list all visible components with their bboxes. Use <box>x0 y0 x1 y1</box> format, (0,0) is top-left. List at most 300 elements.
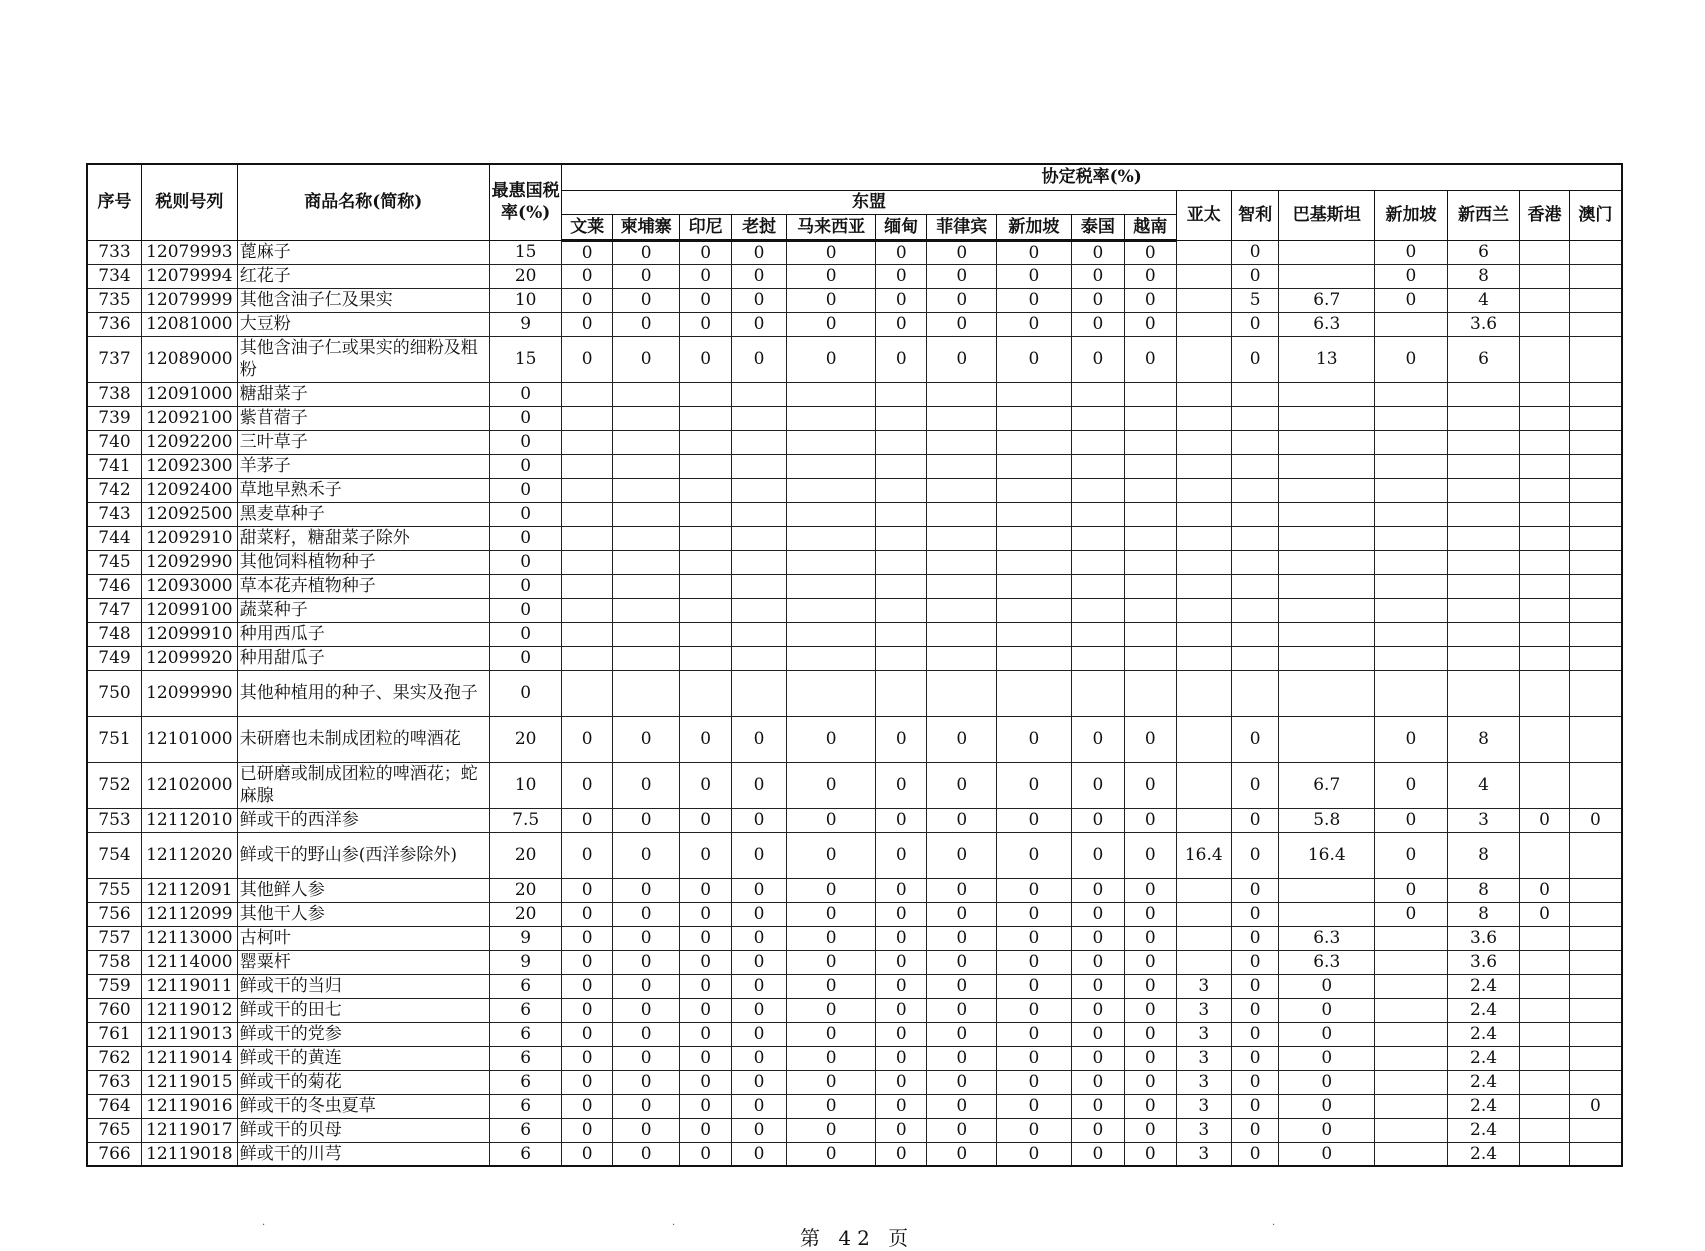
cell-asean-rate <box>927 382 997 406</box>
cell-agreement-rate <box>1375 622 1448 646</box>
header-other-6: 澳门 <box>1569 190 1622 240</box>
cell-agreement-rate <box>1447 574 1520 598</box>
cell-agreement-rate: 0 <box>1520 808 1569 832</box>
cell-asean-rate <box>612 598 680 622</box>
cell-asean-rate <box>612 526 680 550</box>
cell-agreement-rate: 0 <box>1231 1118 1278 1142</box>
cell-agreement-rate <box>1176 622 1231 646</box>
cell-agreement-rate: 6.3 <box>1279 312 1375 336</box>
cell-agreement-rate <box>1176 670 1231 716</box>
header-asean-9: 越南 <box>1125 214 1176 240</box>
cell-asean-rate <box>731 406 786 430</box>
cell-asean-rate: 0 <box>997 240 1072 264</box>
cell-asean-rate <box>562 622 612 646</box>
cell-agreement-rate <box>1231 526 1278 550</box>
cell-agreement-rate <box>1375 382 1448 406</box>
cell-agreement-rate <box>1569 646 1622 670</box>
cell-asean-rate: 0 <box>787 1046 876 1070</box>
cell-agreement-rate: 2.4 <box>1447 1070 1520 1094</box>
cell-asean-rate: 0 <box>612 950 680 974</box>
cell-agreement-rate <box>1447 622 1520 646</box>
header-other-0: 亚太 <box>1176 190 1231 240</box>
cell-agreement-rate <box>1520 1142 1569 1166</box>
cell-asean-rate: 0 <box>612 336 680 382</box>
cell-asean-rate: 0 <box>1071 1118 1124 1142</box>
cell-asean-rate <box>1071 502 1124 526</box>
cell-asean-rate <box>1071 646 1124 670</box>
cell-code: 12119017 <box>141 1118 237 1142</box>
cell-agreement-rate: 3 <box>1176 1070 1231 1094</box>
cell-mfn: 0 <box>489 574 562 598</box>
cell-asean-rate: 0 <box>680 902 731 926</box>
cell-asean-rate <box>787 550 876 574</box>
cell-mfn: 7.5 <box>489 808 562 832</box>
cell-agreement-rate: 2.4 <box>1447 974 1520 998</box>
cell-asean-rate: 0 <box>876 808 927 832</box>
cell-code: 12119015 <box>141 1070 237 1094</box>
cell-agreement-rate <box>1176 502 1231 526</box>
cell-asean-rate: 0 <box>876 716 927 762</box>
cell-asean-rate <box>997 574 1072 598</box>
cell-agreement-rate <box>1375 430 1448 454</box>
cell-asean-rate <box>612 574 680 598</box>
cell-mfn: 20 <box>489 832 562 878</box>
cell-agreement-rate: 0 <box>1375 762 1448 808</box>
cell-code: 12112099 <box>141 902 237 926</box>
cell-asean-rate: 0 <box>787 1142 876 1166</box>
table-row <box>87 526 1622 550</box>
cell-agreement-rate <box>1447 670 1520 716</box>
cell-asean-rate: 0 <box>1125 336 1176 382</box>
cell-mfn: 10 <box>489 762 562 808</box>
cell-agreement-rate <box>1447 526 1520 550</box>
cell-asean-rate: 0 <box>680 926 731 950</box>
cell-asean-rate: 0 <box>997 288 1072 312</box>
cell-asean-rate <box>787 382 876 406</box>
cell-asean-rate <box>680 598 731 622</box>
cell-asean-rate: 0 <box>731 1070 786 1094</box>
cell-asean-rate <box>612 646 680 670</box>
cell-asean-rate: 0 <box>562 902 612 926</box>
cell-agreement-rate <box>1279 670 1375 716</box>
cell-asean-rate: 0 <box>731 264 786 288</box>
cell-asean-rate: 0 <box>1125 264 1176 288</box>
cell-asean-rate <box>612 454 680 478</box>
cell-name: 鲜或干的西洋参 <box>237 808 489 832</box>
cell-agreement-rate <box>1176 526 1231 550</box>
cell-agreement-rate: 6.7 <box>1279 288 1375 312</box>
cell-asean-rate: 0 <box>731 1046 786 1070</box>
cell-agreement-rate <box>1520 406 1569 430</box>
cell-asean-rate: 0 <box>787 998 876 1022</box>
cell-asean-rate: 0 <box>731 998 786 1022</box>
cell-code: 12119011 <box>141 974 237 998</box>
cell-seq: 735 <box>87 288 141 312</box>
table-row <box>87 808 1622 832</box>
table-row <box>87 502 1622 526</box>
cell-agreement-rate: 0 <box>1279 1118 1375 1142</box>
cell-agreement-rate: 2.4 <box>1447 1142 1520 1166</box>
cell-name: 其他饲料植物种子 <box>237 550 489 574</box>
cell-agreement-rate <box>1569 430 1622 454</box>
cell-agreement-rate <box>1176 550 1231 574</box>
cell-asean-rate: 0 <box>562 264 612 288</box>
cell-asean-rate: 0 <box>1125 1118 1176 1142</box>
cell-asean-rate <box>927 550 997 574</box>
cell-code: 12079999 <box>141 288 237 312</box>
cell-asean-rate: 0 <box>1071 762 1124 808</box>
cell-agreement-rate: 8 <box>1447 832 1520 878</box>
cell-agreement-rate <box>1279 454 1375 478</box>
cell-asean-rate: 0 <box>927 1142 997 1166</box>
cell-asean-rate <box>997 550 1072 574</box>
cell-agreement-rate <box>1176 264 1231 288</box>
cell-agreement-rate: 6 <box>1447 336 1520 382</box>
cell-asean-rate <box>1125 382 1176 406</box>
cell-mfn: 9 <box>489 950 562 974</box>
cell-code: 12099100 <box>141 598 237 622</box>
cell-agreement-rate <box>1569 1142 1622 1166</box>
cell-seq: 766 <box>87 1142 141 1166</box>
cell-agreement-rate: 0 <box>1279 974 1375 998</box>
cell-asean-rate <box>562 382 612 406</box>
cell-asean-rate <box>731 502 786 526</box>
cell-asean-rate: 0 <box>997 1022 1072 1046</box>
cell-asean-rate <box>680 646 731 670</box>
cell-asean-rate: 0 <box>731 878 786 902</box>
cell-asean-rate <box>876 454 927 478</box>
cell-asean-rate <box>1071 622 1124 646</box>
cell-agreement-rate <box>1231 646 1278 670</box>
cell-asean-rate: 0 <box>927 1118 997 1142</box>
header-asean-3: 老挝 <box>731 214 786 240</box>
cell-asean-rate: 0 <box>1125 1094 1176 1118</box>
cell-agreement-rate: 2.4 <box>1447 1094 1520 1118</box>
cell-agreement-rate: 3.6 <box>1447 950 1520 974</box>
cell-asean-rate: 0 <box>997 336 1072 382</box>
cell-mfn: 0 <box>489 454 562 478</box>
cell-seq: 756 <box>87 902 141 926</box>
cell-asean-rate: 0 <box>731 762 786 808</box>
cell-name: 草本花卉植物种子 <box>237 574 489 598</box>
table-row <box>87 716 1622 762</box>
table-row <box>87 574 1622 598</box>
cell-agreement-rate <box>1231 454 1278 478</box>
cell-agreement-rate <box>1447 406 1520 430</box>
cell-agreement-rate: 0 <box>1375 288 1448 312</box>
cell-asean-rate <box>1125 454 1176 478</box>
cell-seq: 752 <box>87 762 141 808</box>
cell-agreement-rate <box>1375 406 1448 430</box>
cell-asean-rate: 0 <box>1125 878 1176 902</box>
cell-name: 蓖麻子 <box>237 240 489 264</box>
cell-asean-rate: 0 <box>680 998 731 1022</box>
cell-asean-rate <box>562 406 612 430</box>
cell-agreement-rate: 8 <box>1447 716 1520 762</box>
cell-agreement-rate <box>1520 454 1569 478</box>
cell-asean-rate: 0 <box>927 998 997 1022</box>
cell-asean-rate <box>1071 478 1124 502</box>
cell-asean-rate: 0 <box>876 974 927 998</box>
cell-seq: 758 <box>87 950 141 974</box>
cell-agreement-rate <box>1520 926 1569 950</box>
cell-agreement-rate <box>1375 1046 1448 1070</box>
cell-asean-rate: 0 <box>562 832 612 878</box>
cell-asean-rate <box>1071 454 1124 478</box>
cell-asean-rate: 0 <box>612 762 680 808</box>
cell-agreement-rate: 0 <box>1375 716 1448 762</box>
table-row <box>87 974 1622 998</box>
cell-agreement-rate: 0 <box>1520 902 1569 926</box>
cell-name: 其他含油子仁及果实 <box>237 288 489 312</box>
cell-asean-rate: 0 <box>680 312 731 336</box>
cell-agreement-rate <box>1231 502 1278 526</box>
cell-agreement-rate <box>1569 382 1622 406</box>
cell-seq: 749 <box>87 646 141 670</box>
cell-asean-rate: 0 <box>680 832 731 878</box>
cell-asean-rate <box>787 622 876 646</box>
cell-agreement-rate <box>1520 288 1569 312</box>
cell-asean-rate: 0 <box>562 1046 612 1070</box>
cell-asean-rate: 0 <box>876 264 927 288</box>
cell-name: 糖甜菜子 <box>237 382 489 406</box>
cell-code: 12114000 <box>141 950 237 974</box>
cell-agreement-rate <box>1520 550 1569 574</box>
cell-agreement-rate <box>1520 1094 1569 1118</box>
cell-seq: 742 <box>87 478 141 502</box>
cell-asean-rate <box>997 598 1072 622</box>
table-row <box>87 478 1622 502</box>
cell-asean-rate: 0 <box>997 902 1072 926</box>
cell-agreement-rate <box>1520 974 1569 998</box>
table-row <box>87 1118 1622 1142</box>
cell-agreement-rate <box>1176 716 1231 762</box>
cell-asean-rate: 0 <box>876 1022 927 1046</box>
cell-asean-rate <box>876 550 927 574</box>
header-other-4: 新西兰 <box>1447 190 1520 240</box>
scan-speck: · <box>1272 1220 1276 1231</box>
cell-mfn: 20 <box>489 902 562 926</box>
cell-code: 12112010 <box>141 808 237 832</box>
header-other-2: 巴基斯坦 <box>1279 190 1375 240</box>
cell-asean-rate: 0 <box>731 926 786 950</box>
cell-asean-rate <box>997 430 1072 454</box>
cell-agreement-rate <box>1520 1022 1569 1046</box>
cell-asean-rate <box>787 478 876 502</box>
cell-agreement-rate <box>1520 382 1569 406</box>
cell-asean-rate: 0 <box>680 1070 731 1094</box>
cell-code: 12112091 <box>141 878 237 902</box>
cell-seq: 755 <box>87 878 141 902</box>
cell-asean-rate <box>612 430 680 454</box>
cell-agreement-rate <box>1569 1118 1622 1142</box>
cell-asean-rate: 0 <box>562 312 612 336</box>
cell-agreement-rate: 0 <box>1375 264 1448 288</box>
cell-name: 其他干人参 <box>237 902 489 926</box>
cell-asean-rate: 0 <box>562 1118 612 1142</box>
cell-asean-rate: 0 <box>997 264 1072 288</box>
cell-agreement-rate <box>1375 974 1448 998</box>
cell-agreement-rate <box>1375 312 1448 336</box>
cell-asean-rate: 0 <box>680 1022 731 1046</box>
cell-agreement-rate <box>1569 502 1622 526</box>
cell-asean-rate: 0 <box>876 832 927 878</box>
cell-mfn: 6 <box>489 974 562 998</box>
cell-asean-rate <box>876 502 927 526</box>
cell-name: 罂粟杆 <box>237 950 489 974</box>
cell-agreement-rate <box>1520 762 1569 808</box>
cell-asean-rate: 0 <box>876 878 927 902</box>
cell-name: 未研磨也未制成团粒的啤酒花 <box>237 716 489 762</box>
cell-asean-rate: 0 <box>731 1118 786 1142</box>
cell-agreement-rate <box>1375 1094 1448 1118</box>
cell-asean-rate: 0 <box>997 716 1072 762</box>
cell-name: 蔬菜种子 <box>237 598 489 622</box>
cell-asean-rate: 0 <box>787 974 876 998</box>
table-row <box>87 382 1622 406</box>
cell-asean-rate <box>927 598 997 622</box>
cell-agreement-rate: 0 <box>1375 832 1448 878</box>
cell-asean-rate: 0 <box>1125 1070 1176 1094</box>
cell-asean-rate <box>876 478 927 502</box>
cell-code: 12113000 <box>141 926 237 950</box>
cell-asean-rate: 0 <box>1071 808 1124 832</box>
cell-asean-rate: 0 <box>731 808 786 832</box>
cell-asean-rate: 0 <box>731 1094 786 1118</box>
table-row <box>87 902 1622 926</box>
cell-asean-rate <box>1071 526 1124 550</box>
cell-asean-rate: 0 <box>562 1094 612 1118</box>
cell-asean-rate: 0 <box>612 926 680 950</box>
cell-agreement-rate <box>1569 312 1622 336</box>
cell-agreement-rate <box>1569 598 1622 622</box>
cell-agreement-rate <box>1176 950 1231 974</box>
cell-agreement-rate <box>1375 598 1448 622</box>
cell-asean-rate <box>612 670 680 716</box>
cell-asean-rate <box>731 598 786 622</box>
cell-agreement-rate <box>1279 478 1375 502</box>
cell-asean-rate: 0 <box>680 240 731 264</box>
cell-mfn: 6 <box>489 1022 562 1046</box>
cell-agreement-rate <box>1569 670 1622 716</box>
cell-seq: 743 <box>87 502 141 526</box>
cell-agreement-rate <box>1447 382 1520 406</box>
header-other-3: 新加坡 <box>1375 190 1448 240</box>
cell-asean-rate <box>731 382 786 406</box>
cell-asean-rate: 0 <box>1071 1046 1124 1070</box>
table-row <box>87 622 1622 646</box>
cell-agreement-rate: 0 <box>1569 1094 1622 1118</box>
table-row <box>87 1022 1622 1046</box>
cell-asean-rate <box>997 454 1072 478</box>
cell-asean-rate <box>731 478 786 502</box>
cell-agreement-rate <box>1569 902 1622 926</box>
cell-asean-rate: 0 <box>927 1070 997 1094</box>
cell-asean-rate: 0 <box>1125 902 1176 926</box>
cell-asean-rate: 0 <box>1125 716 1176 762</box>
cell-asean-rate: 0 <box>787 762 876 808</box>
cell-agreement-rate <box>1520 622 1569 646</box>
cell-seq: 760 <box>87 998 141 1022</box>
cell-agreement-rate <box>1375 550 1448 574</box>
cell-agreement-rate <box>1569 832 1622 878</box>
cell-asean-rate: 0 <box>680 878 731 902</box>
cell-asean-rate: 0 <box>927 832 997 878</box>
cell-agreement-rate <box>1520 336 1569 382</box>
cell-asean-rate: 0 <box>876 1046 927 1070</box>
cell-agreement-rate <box>1520 240 1569 264</box>
cell-agreement-rate <box>1569 878 1622 902</box>
cell-agreement-rate: 6.3 <box>1279 926 1375 950</box>
cell-agreement-rate <box>1375 1022 1448 1046</box>
cell-agreement-rate <box>1569 550 1622 574</box>
cell-agreement-rate: 2.4 <box>1447 1046 1520 1070</box>
cell-asean-rate: 0 <box>997 998 1072 1022</box>
cell-agreement-rate <box>1176 288 1231 312</box>
cell-asean-rate: 0 <box>731 950 786 974</box>
cell-agreement-rate: 3 <box>1176 974 1231 998</box>
cell-asean-rate: 0 <box>1071 716 1124 762</box>
cell-agreement-rate <box>1176 430 1231 454</box>
cell-asean-rate: 0 <box>927 240 997 264</box>
cell-asean-rate: 0 <box>612 808 680 832</box>
cell-agreement-rate <box>1279 382 1375 406</box>
cell-seq: 745 <box>87 550 141 574</box>
cell-agreement-rate <box>1375 454 1448 478</box>
cell-agreement-rate <box>1279 716 1375 762</box>
cell-seq: 736 <box>87 312 141 336</box>
cell-seq: 763 <box>87 1070 141 1094</box>
table-row <box>87 926 1622 950</box>
cell-asean-rate: 0 <box>731 716 786 762</box>
cell-agreement-rate <box>1176 878 1231 902</box>
cell-agreement-rate: 13 <box>1279 336 1375 382</box>
cell-agreement-rate: 0 <box>1279 1046 1375 1070</box>
cell-agreement-rate <box>1520 998 1569 1022</box>
cell-asean-rate <box>1125 670 1176 716</box>
cell-asean-rate: 0 <box>612 832 680 878</box>
cell-asean-rate <box>927 478 997 502</box>
cell-asean-rate: 0 <box>787 240 876 264</box>
cell-asean-rate: 0 <box>927 974 997 998</box>
cell-asean-rate: 0 <box>612 878 680 902</box>
cell-agreement-rate <box>1279 406 1375 430</box>
cell-asean-rate: 0 <box>787 808 876 832</box>
cell-asean-rate: 0 <box>876 312 927 336</box>
cell-code: 12092910 <box>141 526 237 550</box>
cell-asean-rate: 0 <box>997 1046 1072 1070</box>
cell-agreement-rate <box>1447 454 1520 478</box>
cell-asean-rate: 0 <box>876 1142 927 1166</box>
cell-asean-rate <box>787 406 876 430</box>
cell-agreement-rate: 6.3 <box>1279 950 1375 974</box>
cell-agreement-rate: 0 <box>1279 1022 1375 1046</box>
cell-agreement-rate: 0 <box>1231 240 1278 264</box>
cell-agreement-rate <box>1447 646 1520 670</box>
cell-name: 甜菜籽，糖甜菜子除外 <box>237 526 489 550</box>
header-asean-7: 新加坡 <box>997 214 1072 240</box>
table-row <box>87 670 1622 716</box>
cell-asean-rate: 0 <box>1125 808 1176 832</box>
cell-agreement-rate: 0 <box>1231 1070 1278 1094</box>
cell-asean-rate <box>1071 430 1124 454</box>
cell-seq: 764 <box>87 1094 141 1118</box>
table-row <box>87 1046 1622 1070</box>
cell-agreement-rate <box>1279 598 1375 622</box>
cell-agreement-rate <box>1176 902 1231 926</box>
cell-asean-rate <box>562 502 612 526</box>
cell-seq: 754 <box>87 832 141 878</box>
